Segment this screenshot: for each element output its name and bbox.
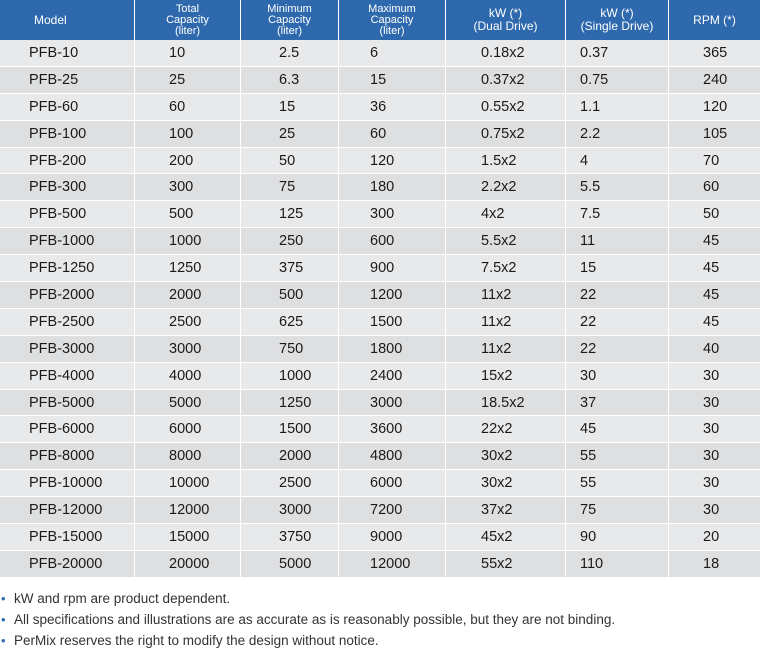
cell-max-capacity: 6000 <box>339 470 446 497</box>
table-row <box>0 40 760 67</box>
cell-total-capacity: 12000 <box>135 497 241 524</box>
cell-kw-dual: 5.5x2 <box>446 228 566 255</box>
cell-kw-dual: 30x2 <box>446 443 566 470</box>
cell-max-capacity: 60 <box>339 121 446 148</box>
cell-rpm: 45 <box>669 309 760 336</box>
cell-min-capacity: 125 <box>241 201 339 228</box>
cell-kw-single: 11 <box>566 228 669 255</box>
cell-total-capacity: 8000 <box>135 443 241 470</box>
cell-total-capacity: 1000 <box>135 228 241 255</box>
cell-rpm: 240 <box>669 67 760 94</box>
cell-max-capacity: 4800 <box>339 443 446 470</box>
cell-model: PFB-3000 <box>0 336 135 363</box>
cell-min-capacity: 15 <box>241 94 339 121</box>
cell-total-capacity: 60 <box>135 94 241 121</box>
cell-kw-single: 30 <box>566 363 669 390</box>
cell-kw-dual: 45x2 <box>446 524 566 551</box>
cell-min-capacity: 25 <box>241 121 339 148</box>
cell-kw-dual: 1.5x2 <box>446 148 566 175</box>
note-item <box>0 609 760 630</box>
cell-model: PFB-12000 <box>0 497 135 524</box>
cell-kw-single: 22 <box>566 336 669 363</box>
cell-rpm: 30 <box>669 497 760 524</box>
header-max-capacity <box>339 0 446 40</box>
table-row <box>0 67 760 94</box>
notes-list <box>0 588 760 651</box>
cell-model: PFB-500 <box>0 201 135 228</box>
cell-rpm: 18 <box>669 551 760 578</box>
cell-max-capacity: 600 <box>339 228 446 255</box>
bullet-icon: • <box>1 633 6 648</box>
cell-kw-dual: 30x2 <box>446 470 566 497</box>
cell-min-capacity: 625 <box>241 309 339 336</box>
cell-max-capacity: 300 <box>339 201 446 228</box>
table-row <box>0 470 760 497</box>
header-min-capacity-line: Capacity <box>268 13 311 26</box>
cell-max-capacity: 3000 <box>339 390 446 417</box>
cell-max-capacity: 12000 <box>339 551 446 578</box>
cell-model: PFB-5000 <box>0 390 135 417</box>
cell-kw-single: 22 <box>566 309 669 336</box>
cell-max-capacity: 1200 <box>339 282 446 309</box>
cell-min-capacity: 375 <box>241 255 339 282</box>
cell-kw-single: 75 <box>566 497 669 524</box>
cell-max-capacity: 2400 <box>339 363 446 390</box>
cell-kw-dual: 7.5x2 <box>446 255 566 282</box>
cell-model: PFB-6000 <box>0 416 135 443</box>
cell-max-capacity: 6 <box>339 40 446 67</box>
header-kw-dual-line: (Dual Drive) <box>473 19 538 33</box>
cell-total-capacity: 25 <box>135 67 241 94</box>
cell-rpm: 30 <box>669 390 760 417</box>
cell-min-capacity: 1000 <box>241 363 339 390</box>
cell-max-capacity: 1500 <box>339 309 446 336</box>
header-max-capacity-line: Maximum <box>368 2 416 15</box>
cell-rpm: 70 <box>669 148 760 175</box>
table-row <box>0 416 760 443</box>
bullet-icon: • <box>1 612 6 627</box>
cell-min-capacity: 500 <box>241 282 339 309</box>
cell-min-capacity: 75 <box>241 174 339 201</box>
cell-min-capacity: 250 <box>241 228 339 255</box>
cell-kw-dual: 0.37x2 <box>446 67 566 94</box>
cell-model: PFB-4000 <box>0 363 135 390</box>
table-body <box>0 40 760 578</box>
table-row <box>0 524 760 551</box>
cell-kw-dual: 55x2 <box>446 551 566 578</box>
table-row <box>0 121 760 148</box>
header-kw-single-line: kW (*) <box>600 6 634 20</box>
header-row <box>0 0 760 40</box>
table-row <box>0 201 760 228</box>
cell-model: PFB-300 <box>0 174 135 201</box>
cell-model: PFB-15000 <box>0 524 135 551</box>
cell-total-capacity: 5000 <box>135 390 241 417</box>
note-item <box>0 630 760 651</box>
header-kw-dual <box>446 0 566 40</box>
cell-kw-single: 4 <box>566 148 669 175</box>
cell-max-capacity: 900 <box>339 255 446 282</box>
cell-total-capacity: 2500 <box>135 309 241 336</box>
cell-min-capacity: 2.5 <box>241 40 339 67</box>
header-min-capacity-line: Minimum <box>267 2 312 15</box>
table-row <box>0 228 760 255</box>
cell-max-capacity: 9000 <box>339 524 446 551</box>
cell-model: PFB-2500 <box>0 309 135 336</box>
cell-kw-dual: 2.2x2 <box>446 174 566 201</box>
table-row <box>0 363 760 390</box>
cell-min-capacity: 6.3 <box>241 67 339 94</box>
cell-model: PFB-200 <box>0 148 135 175</box>
note-item <box>0 588 760 609</box>
cell-min-capacity: 50 <box>241 148 339 175</box>
cell-kw-single: 7.5 <box>566 201 669 228</box>
table-row <box>0 443 760 470</box>
table-row <box>0 148 760 175</box>
header-max-capacity-line: (liter) <box>379 24 405 37</box>
cell-total-capacity: 10000 <box>135 470 241 497</box>
cell-rpm: 45 <box>669 282 760 309</box>
header-min-capacity <box>241 0 339 40</box>
cell-min-capacity: 1500 <box>241 416 339 443</box>
cell-max-capacity: 120 <box>339 148 446 175</box>
cell-kw-single: 22 <box>566 282 669 309</box>
cell-min-capacity: 5000 <box>241 551 339 578</box>
cell-kw-single: 5.5 <box>566 174 669 201</box>
cell-kw-dual: 11x2 <box>446 336 566 363</box>
cell-max-capacity: 15 <box>339 67 446 94</box>
header-kw-dual-line: kW (*) <box>488 6 523 20</box>
cell-max-capacity: 7200 <box>339 497 446 524</box>
cell-total-capacity: 300 <box>135 174 241 201</box>
table-header <box>0 0 760 40</box>
header-max-capacity-line: Capacity <box>370 13 414 26</box>
cell-rpm: 60 <box>669 174 760 201</box>
header-kw-single <box>566 0 669 40</box>
cell-max-capacity: 36 <box>339 94 446 121</box>
cell-total-capacity: 4000 <box>135 363 241 390</box>
cell-model: PFB-10 <box>0 40 135 67</box>
cell-kw-single: 90 <box>566 524 669 551</box>
cell-kw-single: 1.1 <box>566 94 669 121</box>
cell-kw-single: 0.37 <box>566 40 669 67</box>
header-rpm: RPM (*) <box>669 0 760 40</box>
cell-rpm: 45 <box>669 255 760 282</box>
cell-kw-single: 0.75 <box>566 67 669 94</box>
cell-rpm: 30 <box>669 470 760 497</box>
cell-min-capacity: 1250 <box>241 390 339 417</box>
table-row <box>0 174 760 201</box>
cell-model: PFB-10000 <box>0 470 135 497</box>
cell-total-capacity: 6000 <box>135 416 241 443</box>
cell-rpm: 30 <box>669 363 760 390</box>
table-row <box>0 255 760 282</box>
cell-kw-dual: 15x2 <box>446 363 566 390</box>
cell-total-capacity: 100 <box>135 121 241 148</box>
header-total-capacity-line: Capacity <box>166 13 209 26</box>
note-text: PerMix reserves the right to modify the design without notice. <box>14 633 379 648</box>
cell-model: PFB-60 <box>0 94 135 121</box>
cell-rpm: 365 <box>669 40 760 67</box>
cell-kw-dual: 11x2 <box>446 282 566 309</box>
cell-min-capacity: 750 <box>241 336 339 363</box>
cell-min-capacity: 2000 <box>241 443 339 470</box>
cell-model: PFB-20000 <box>0 551 135 578</box>
cell-kw-dual: 22x2 <box>446 416 566 443</box>
cell-rpm: 40 <box>669 336 760 363</box>
cell-kw-single: 37 <box>566 390 669 417</box>
table-row <box>0 390 760 417</box>
table-row <box>0 309 760 336</box>
cell-kw-dual: 18.5x2 <box>446 390 566 417</box>
cell-rpm: 105 <box>669 121 760 148</box>
cell-max-capacity: 180 <box>339 174 446 201</box>
table-row <box>0 497 760 524</box>
cell-model: PFB-2000 <box>0 282 135 309</box>
cell-total-capacity: 15000 <box>135 524 241 551</box>
table-row <box>0 551 760 578</box>
cell-total-capacity: 10 <box>135 40 241 67</box>
cell-kw-dual: 0.55x2 <box>446 94 566 121</box>
cell-total-capacity: 2000 <box>135 282 241 309</box>
cell-kw-dual: 37x2 <box>446 497 566 524</box>
cell-rpm: 30 <box>669 416 760 443</box>
note-text: All specifications and illustrations are as accurate as is reasonably possible, but they are not binding. <box>14 612 616 627</box>
cell-rpm: 50 <box>669 201 760 228</box>
table-row <box>0 336 760 363</box>
cell-total-capacity: 20000 <box>135 551 241 578</box>
bullet-icon: • <box>1 591 6 606</box>
note-text: kW and rpm are product dependent. <box>14 591 231 606</box>
cell-kw-single: 45 <box>566 416 669 443</box>
table-row <box>0 282 760 309</box>
cell-model: PFB-100 <box>0 121 135 148</box>
cell-min-capacity: 2500 <box>241 470 339 497</box>
cell-max-capacity: 3600 <box>339 416 446 443</box>
cell-model: PFB-25 <box>0 67 135 94</box>
cell-total-capacity: 500 <box>135 201 241 228</box>
cell-model: PFB-1000 <box>0 228 135 255</box>
cell-model: PFB-1250 <box>0 255 135 282</box>
header-total-capacity-line: (liter) <box>174 24 201 37</box>
cell-rpm: 120 <box>669 94 760 121</box>
cell-kw-dual: 0.75x2 <box>446 121 566 148</box>
cell-total-capacity: 200 <box>135 148 241 175</box>
cell-kw-dual: 11x2 <box>446 309 566 336</box>
cell-kw-single: 55 <box>566 443 669 470</box>
cell-kw-single: 2.2 <box>566 121 669 148</box>
header-kw-single-line: (Single Drive) <box>580 19 654 33</box>
cell-max-capacity: 1800 <box>339 336 446 363</box>
cell-kw-single: 55 <box>566 470 669 497</box>
header-min-capacity-line: (liter) <box>276 24 303 37</box>
cell-kw-single: 15 <box>566 255 669 282</box>
cell-model: PFB-8000 <box>0 443 135 470</box>
cell-total-capacity: 1250 <box>135 255 241 282</box>
cell-kw-dual: 0.18x2 <box>446 40 566 67</box>
cell-kw-single: 110 <box>566 551 669 578</box>
header-model: Model <box>0 0 135 40</box>
table-row <box>0 94 760 121</box>
cell-rpm: 45 <box>669 228 760 255</box>
cell-rpm: 20 <box>669 524 760 551</box>
cell-min-capacity: 3750 <box>241 524 339 551</box>
cell-total-capacity: 3000 <box>135 336 241 363</box>
header-total-capacity <box>135 0 241 40</box>
cell-rpm: 30 <box>669 443 760 470</box>
header-total-capacity-line: Total <box>175 2 200 15</box>
cell-kw-dual: 4x2 <box>446 201 566 228</box>
cell-min-capacity: 3000 <box>241 497 339 524</box>
